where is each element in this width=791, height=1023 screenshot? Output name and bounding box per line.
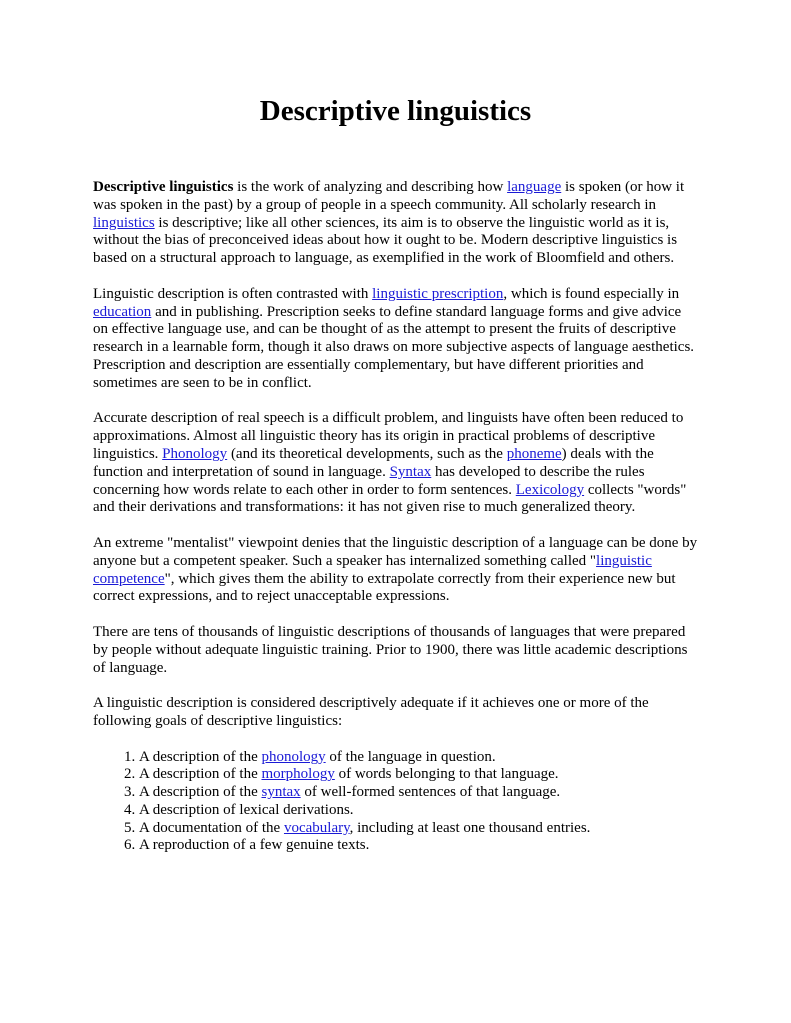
link-language[interactable]: language (507, 179, 562, 195)
paragraph-prescription: Linguistic description is often contrasted with linguistic prescription, which is found especially in education and in publishing. Prescription seeks to define standard language forms and give advice on effective language use, and can be thought of as the attempt to present the fruits of descriptive research in a learnable form, though it also draws on more subjective aspects of language aesthetics. Prescription and description are essentially complementary, but have different priorities and sometimes are seen to be in conflict. (93, 285, 695, 391)
link-goal-morphology[interactable]: morphology (261, 766, 335, 783)
list-item: 5. A documentation of the vocabulary, including at least one thousand entries. (139, 820, 698, 838)
goals-list (93, 749, 698, 856)
link-phoneme[interactable]: phoneme (506, 445, 562, 462)
paragraph-mentalist: An extreme "mentalist" viewpoint denies that the linguistic description of a language can be done by anyone but a competent speaker. Such a speaker has internalized something called "linguistic competence", which gives them the ability to extrapolate correctly from their experience new but correct expressions, and to reject unacceptable expressions. (93, 534, 698, 605)
link-linguistics[interactable]: linguistics (93, 214, 155, 231)
list-item: 4. A description of lexical derivations. (139, 802, 698, 820)
link-linguistic-prescription[interactable]: linguistic prescription (372, 285, 504, 302)
paragraph-accurate-description: Accurate description of real speech is a difficult problem, and linguists have often been reduced to approximations. Almost all linguistic theory has its origin in practical problems of descriptive linguistics. Phonology (and its theoretical developments, such as the phoneme) deals with the function and interpretation of sound in language. Syntax has developed to describe the rules concerning how words relate to each other in order to form sentences. Lexicology collects "words" and their derivations and transformations: it has not given rise to much generalized theory. (93, 410, 687, 516)
page-title: Descriptive linguistics (259, 95, 532, 127)
link-goal-syntax[interactable]: syntax (261, 784, 301, 801)
paragraph-adequacy: A linguistic description is considered descriptively adequate if it achieves one or more of the following goals of descriptive linguistics: (93, 695, 649, 729)
link-syntax[interactable]: Syntax (389, 463, 432, 480)
link-lexicology[interactable]: Lexicology (515, 481, 585, 498)
list-item: 3. A description of the syntax of well-formed sentences of that language. (139, 784, 698, 802)
link-linguistic-competence[interactable]: linguistic competence (93, 552, 652, 587)
link-goal-phonology[interactable]: phonology (261, 748, 326, 765)
term-bold: Descriptive linguistics (93, 179, 234, 195)
list-item: 2. A description of the morphology of words belonging to that language. (139, 766, 698, 784)
link-phonology[interactable]: Phonology (162, 445, 228, 462)
list-item: 1. A description of the phonology of the language in question. (139, 749, 698, 767)
paragraph-intro: Descriptive linguistics is the work of analyzing and describing how language is spoken (or how it was spoken in the past) by a group of people in a speech community. All scholarly research in linguistics is descriptive; like all other sciences, its aim is to observe the linguistic world as it is, without the bias of preconceived ideas about how it ought to be. Modern descriptive linguistics is based on a structural approach to language, as exemplified in the work of Bloomfield and others. (93, 179, 685, 267)
link-goal-vocabulary[interactable]: vocabulary (283, 819, 350, 836)
paragraph-descriptions-count: There are tens of thousands of linguistic descriptions of thousands of languages that were prepared by people without adequate linguistic training. Prior to 1900, there was little academic descriptions of language. (93, 623, 688, 676)
list-item: 6. A reproduction of a few genuine texts. (139, 837, 698, 855)
article-body (93, 179, 698, 855)
link-education[interactable]: education (93, 303, 152, 320)
